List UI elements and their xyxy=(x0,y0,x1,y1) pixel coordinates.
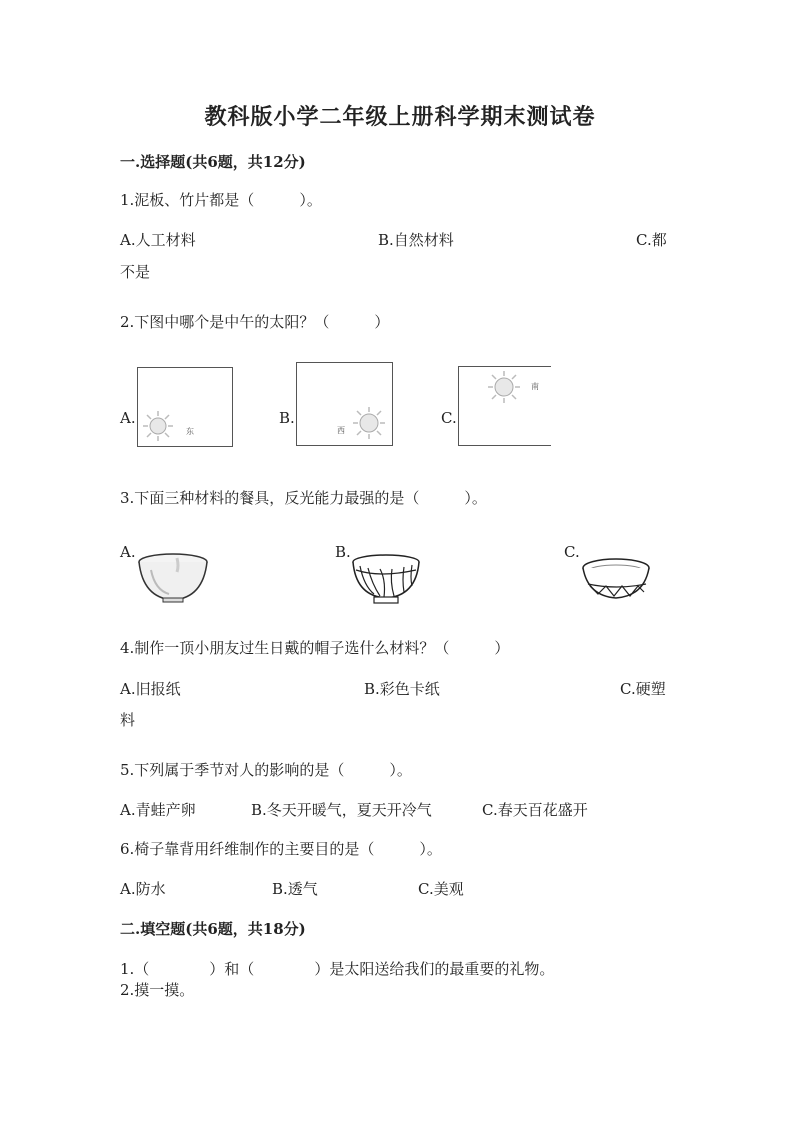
q5-option-b[interactable]: B.冬天开暖气，夏天开冷气 xyxy=(251,801,432,819)
question-6: 6.椅子靠背用纤维制作的主要目的是（ ）。 xyxy=(120,840,442,858)
q2-option-c[interactable]: C. xyxy=(441,409,457,427)
q1-option-c-wrap: 不是 xyxy=(120,263,151,281)
q2-figure-a xyxy=(137,367,233,447)
q5-option-a[interactable]: A.青蛙产卵 xyxy=(120,801,196,819)
question-2: 2.下图中哪个是中午的太阳？（ ） xyxy=(120,313,390,331)
question-4: 4.制作一顶小朋友过生日戴的帽子选什么材料？（ ） xyxy=(120,639,510,657)
label-east: 东 xyxy=(186,427,194,436)
q1-option-a[interactable]: A.人工材料 xyxy=(120,231,196,249)
q3-option-b[interactable]: B. xyxy=(335,543,351,561)
question-5: 5.下列属于季节对人的影响的是（ ）。 xyxy=(120,761,412,779)
q2-figure-b xyxy=(296,362,393,446)
q4-option-a[interactable]: A.旧报纸 xyxy=(120,680,181,698)
question-1: 1.泥板、竹片都是（ ）。 xyxy=(120,191,322,209)
q4-option-c-wrap: 料 xyxy=(120,711,136,729)
q4-option-b[interactable]: B.彩色卡纸 xyxy=(364,680,440,698)
q3-option-c[interactable]: C. xyxy=(564,543,580,561)
q4-option-c[interactable]: C.硬塑 xyxy=(620,680,666,698)
label-west: 西 xyxy=(337,426,345,435)
fill-question-2: 2.摸一摸。 xyxy=(120,981,195,999)
question-3: 3.下面三种材料的餐具，反光能力最强的是（ ）。 xyxy=(120,489,487,507)
section-heading-fill: 二.填空题(共6题，共18分) xyxy=(120,920,306,938)
q2-option-b[interactable]: B. xyxy=(279,409,295,427)
q3-option-a[interactable]: A. xyxy=(120,543,136,561)
section-heading-choice: 一.选择题(共6题，共12分) xyxy=(120,153,306,171)
sun-icon xyxy=(459,367,551,445)
ceramic-bowl-icon xyxy=(580,556,652,604)
q2-option-a[interactable]: A. xyxy=(120,409,136,427)
metal-bowl-icon xyxy=(137,552,209,604)
q6-option-a[interactable]: A.防水 xyxy=(120,880,166,898)
sun-icon xyxy=(138,368,232,446)
wooden-bowl-icon xyxy=(350,552,422,608)
label-south: 南 xyxy=(531,382,539,391)
q6-option-b[interactable]: B.透气 xyxy=(272,880,318,898)
fill-question-1: 1.（ ）和（ ）是太阳送给我们的最重要的礼物。 xyxy=(120,960,555,978)
q2-figure-c xyxy=(458,366,551,446)
q1-option-b[interactable]: B.自然材料 xyxy=(378,231,454,249)
page-title: 教科版小学二年级上册科学期末测试卷 xyxy=(204,104,596,130)
q1-option-c[interactable]: C.都 xyxy=(636,231,667,249)
q6-option-c[interactable]: C.美观 xyxy=(418,880,464,898)
q5-option-c[interactable]: C.春天百花盛开 xyxy=(482,801,588,819)
